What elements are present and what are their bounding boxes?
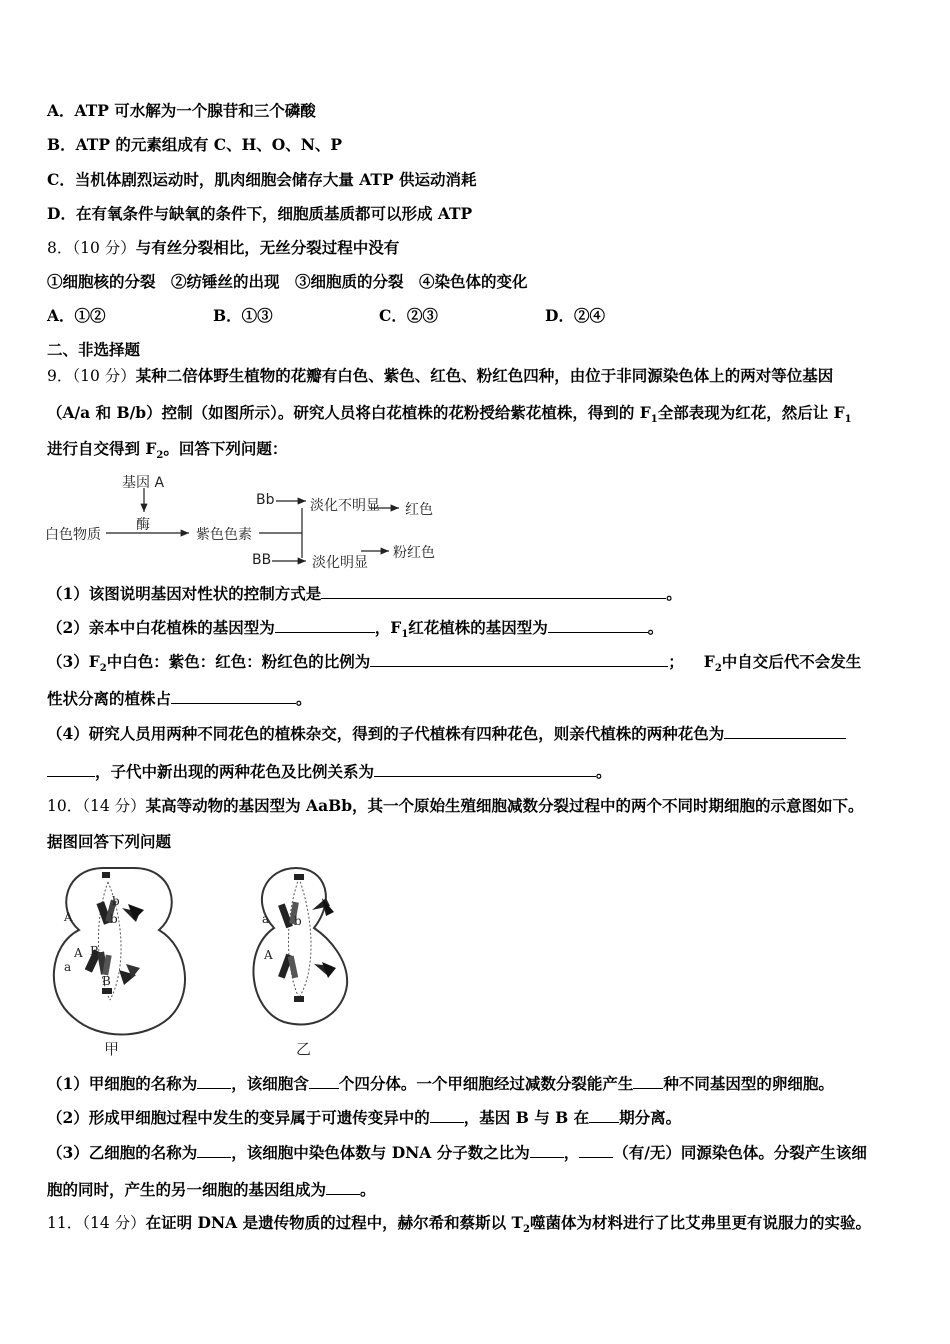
cell-yi-caption: 乙 bbox=[296, 1040, 312, 1058]
q9-p4-text2: ，子代中新出现的两种花色及比例关系为 bbox=[95, 762, 375, 781]
cell-jia-caption: 甲 bbox=[104, 1040, 120, 1058]
meiosis-cell-figures bbox=[44, 860, 374, 1060]
q10-p3-text4: （有/无）同源染色体。分裂产生该细 bbox=[613, 1143, 867, 1162]
enzyme-label: 酶 bbox=[136, 517, 150, 533]
q9-p1-end: 。 bbox=[666, 584, 682, 603]
q9-line3 bbox=[47, 438, 287, 467]
answer-blank[interactable] bbox=[171, 687, 296, 704]
q10-text1: 某高等动物的基因型为 AaBb，其一个原始生殖细胞减数分裂过程中的两个不同时期细胞的示意图如下。 bbox=[145, 796, 864, 815]
q10-part3 bbox=[47, 1141, 867, 1164]
answer-blank[interactable] bbox=[47, 760, 95, 777]
q9-p3-text3: F bbox=[703, 652, 715, 671]
gene-label: a bbox=[262, 912, 270, 926]
q8-option-d: D．②④ bbox=[545, 306, 605, 325]
answer-blank[interactable] bbox=[430, 1106, 464, 1123]
answer-blank[interactable] bbox=[326, 1178, 360, 1195]
answer-blank[interactable] bbox=[321, 582, 666, 599]
bb-weak-label: Bb bbox=[256, 492, 275, 508]
q9-text2b: 全部表现为红花，然后让 F bbox=[657, 403, 845, 422]
gene-label: b bbox=[294, 914, 302, 928]
q9-score: （10 分） bbox=[72, 367, 136, 385]
q10-p2-text3: 期分离。 bbox=[619, 1108, 682, 1127]
q10-p1-text: （1）甲细胞的名称为 bbox=[47, 1074, 198, 1093]
gene-pathway-diagram bbox=[44, 470, 454, 575]
q7-option-c: C．当机体剧烈运动时，肌肉细胞会储存大量 ATP 供运动消耗 bbox=[47, 170, 477, 189]
gene-a-label: 基因 A bbox=[122, 475, 165, 491]
answer-blank[interactable] bbox=[309, 1072, 339, 1089]
q9-sub: 2 bbox=[99, 663, 107, 675]
pink-label: 粉红色 bbox=[393, 545, 435, 561]
q10-p3-text5: 胞的同时，产生的另一细胞的基因组成为 bbox=[47, 1180, 327, 1199]
q9-line2 bbox=[47, 402, 852, 431]
q10-p1-text2: ，该细胞含 bbox=[231, 1074, 309, 1093]
q8-text: 与有丝分裂相比，无丝分裂过程中没有 bbox=[135, 238, 400, 257]
q10-line2: 据图回答下列问题 bbox=[47, 832, 172, 851]
q9-p3-end: 。 bbox=[296, 689, 312, 708]
q9-p3-text5: 性状分离的植株占 bbox=[47, 689, 172, 708]
q9-p2-end: 。 bbox=[647, 618, 664, 637]
answer-blank[interactable] bbox=[374, 760, 596, 777]
q8-option-c: C．②③ bbox=[379, 306, 438, 325]
q9-text2a: （A/a 和 B/b）控制（如图所示）。研究人员将白花植株的花粉授给紫花植株，得到的 F bbox=[47, 403, 651, 422]
q8-option-a: A．①② bbox=[47, 306, 106, 325]
q11-text2: 噬菌体为材料进行了比艾弗里更有说服力的实验。 bbox=[529, 1213, 871, 1232]
strong-fade-label: 淡化明显 bbox=[312, 555, 368, 571]
answer-blank[interactable] bbox=[724, 722, 846, 739]
q9-p4-text: （4）研究人员用两种不同花色的植株杂交，得到的子代植株有四种花色，则亲代植株的两种花色为 bbox=[47, 724, 725, 743]
q11-score: （14 分） bbox=[82, 1214, 146, 1232]
q8-score: （10 分） bbox=[72, 239, 136, 257]
q10-p3-text: （3）乙细胞的名称为 bbox=[47, 1143, 198, 1162]
q10-part3-cont bbox=[47, 1178, 376, 1201]
q9-sub: 2 bbox=[714, 663, 722, 675]
q9-text3b: 。回答下列问题： bbox=[163, 439, 288, 458]
answer-blank[interactable] bbox=[197, 1072, 231, 1089]
bb-strong-label: BB bbox=[252, 552, 272, 568]
q10-p3-end: 。 bbox=[360, 1180, 376, 1199]
answer-blank[interactable] bbox=[197, 1141, 231, 1158]
q7-option-d: D．在有氧条件与缺氧的条件下，细胞质基质都可以形成 ATP bbox=[47, 204, 473, 223]
gene-label: B bbox=[90, 944, 99, 958]
white-substance-label: 白色物质 bbox=[45, 527, 101, 543]
weak-fade-label: 淡化不明显 bbox=[310, 498, 380, 514]
q9-line1 bbox=[47, 365, 833, 387]
gene-label: A bbox=[264, 948, 273, 962]
q9-sub: 1 bbox=[401, 629, 409, 641]
gene-label: B bbox=[102, 974, 111, 988]
q10-p3-text2: ，该细胞中染色体数与 DNA 分子数之比为 bbox=[231, 1143, 530, 1162]
q8-items: ①细胞核的分裂 ②纺锤丝的出现 ③细胞质的分裂 ④染色体的变化 bbox=[47, 272, 528, 291]
q9-part4-cont bbox=[47, 760, 612, 783]
gene-label: a bbox=[64, 960, 72, 974]
gene-label: b bbox=[112, 894, 120, 908]
q8-options bbox=[47, 305, 711, 327]
q8-number: 8． bbox=[47, 239, 73, 257]
q8-stem bbox=[47, 237, 399, 259]
gene-label: A bbox=[64, 910, 73, 924]
q9-sub: 1 bbox=[844, 414, 852, 426]
answer-blank[interactable] bbox=[633, 1072, 663, 1089]
q9-p2-text2: ，F bbox=[374, 618, 402, 637]
q9-number: 9． bbox=[47, 367, 73, 385]
q9-p3-text: （3）F bbox=[47, 652, 100, 671]
q10-p2-text2: ，基因 B 与 B 在 bbox=[463, 1108, 590, 1127]
q9-p2-text: （2）亲本中白花植株的基因型为 bbox=[47, 618, 275, 637]
gene-label: b bbox=[110, 912, 118, 926]
answer-blank[interactable] bbox=[370, 650, 668, 667]
q9-sub: 1 bbox=[650, 414, 658, 426]
q9-p1-text: （1）该图说明基因对性状的控制方式是 bbox=[47, 584, 322, 603]
answer-blank[interactable] bbox=[275, 616, 375, 633]
purple-pigment-label: 紫色色素 bbox=[196, 527, 252, 543]
q9-p4-end: 。 bbox=[596, 762, 612, 781]
q9-p3-text2: 中白色：紫色：红色：粉红色的比例为 bbox=[106, 652, 371, 671]
q10-p1-text4: 种不同基因型的卵细胞。 bbox=[663, 1074, 834, 1093]
q10-part1 bbox=[47, 1072, 834, 1095]
q10-line1 bbox=[47, 795, 864, 817]
q9-p2-text3: 红花植株的基因型为 bbox=[408, 618, 548, 637]
q10-part2 bbox=[47, 1106, 681, 1129]
q9-p3-semi: ； bbox=[668, 652, 684, 671]
q7-option-a: A．ATP 可水解为一个腺苷和三个磷酸 bbox=[47, 101, 316, 120]
q10-p1-text3: 个四分体。一个甲细胞经过减数分裂能产生 bbox=[338, 1074, 634, 1093]
q10-p3-text3: ， bbox=[563, 1143, 580, 1162]
q9-text1: 某种二倍体野生植物的花瓣有白色、紫色、红色、粉红色四种，由位于非同源染色体上的两对等位基因 bbox=[135, 366, 834, 385]
q8-option-b: B．①③ bbox=[213, 306, 273, 325]
q10-p2-text: （2）形成甲细胞过程中发生的变异属于可遗传变异中的 bbox=[47, 1108, 430, 1127]
q11-line1 bbox=[47, 1212, 871, 1241]
gene-label: A bbox=[74, 946, 83, 960]
q9-part2 bbox=[47, 616, 663, 646]
q11-sub: 2 bbox=[523, 1224, 530, 1236]
q7-option-b: B．ATP 的元素组成有 C、H、O、N、P bbox=[47, 135, 343, 154]
answer-blank[interactable] bbox=[548, 616, 648, 633]
cell-yi bbox=[253, 868, 347, 1024]
section-heading: 二、非选择题 bbox=[47, 340, 141, 359]
q11-text1: 在证明 DNA 是遗传物质的过程中，赫尔希和蔡斯以 T bbox=[145, 1213, 524, 1232]
q9-part1 bbox=[47, 582, 682, 605]
q10-score: （14 分） bbox=[82, 797, 146, 815]
q9-part3 bbox=[47, 650, 861, 680]
q9-part3-cont bbox=[47, 687, 312, 710]
q9-p3-text4: 中自交后代不会发生 bbox=[721, 652, 862, 671]
q9-text3a: 进行自交得到 F bbox=[47, 439, 157, 458]
answer-blank[interactable] bbox=[579, 1141, 613, 1158]
red-label: 红色 bbox=[405, 502, 433, 518]
cell-drawings bbox=[44, 860, 374, 1060]
q10-number: 10． bbox=[47, 797, 83, 815]
q9-sub: 2 bbox=[156, 450, 164, 462]
answer-blank[interactable] bbox=[589, 1106, 619, 1123]
q11-number: 11． bbox=[47, 1214, 83, 1232]
answer-blank[interactable] bbox=[530, 1141, 564, 1158]
q9-part4 bbox=[47, 722, 846, 745]
